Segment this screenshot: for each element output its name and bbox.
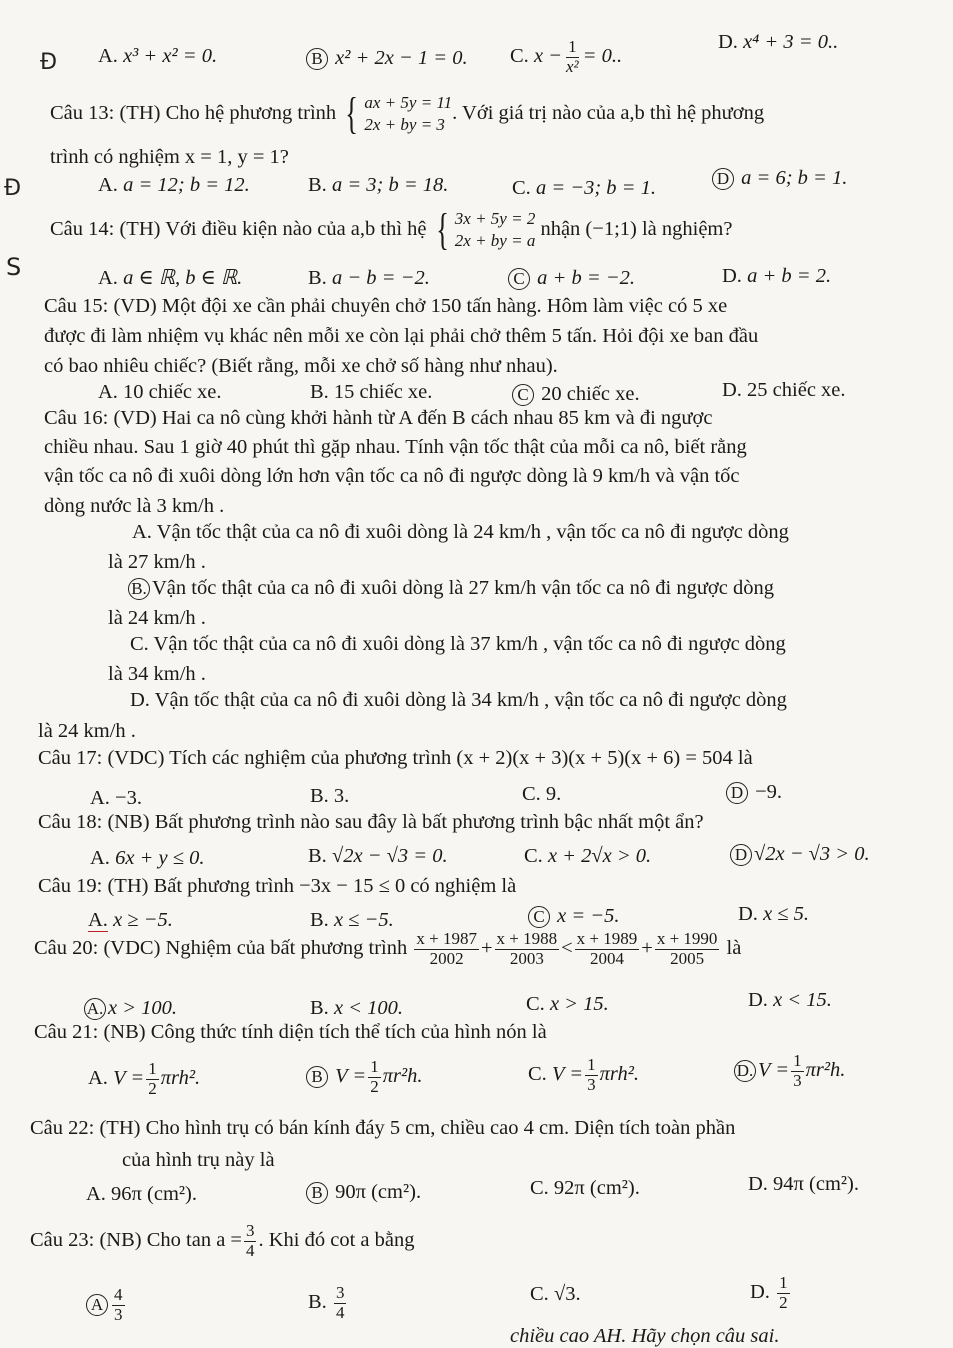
- q17-option-d: D −9.: [726, 782, 782, 804]
- q12-option-d: D. x⁴ + 3 = 0..: [718, 31, 839, 53]
- q16-option-c: C. Vận tốc thật của ca nô đi xuôi dòng là 37 km/h , vận tốc ca nô đi ngược dòng: [130, 633, 786, 655]
- q20-option-a: A. x > 100.: [84, 998, 177, 1020]
- q22-question-line2: của hình trụ này là: [122, 1149, 275, 1171]
- q17-option-b: B. 3.: [310, 785, 350, 807]
- q18-option-a: A. 6x + y ≤ 0.: [90, 847, 205, 869]
- q22-option-c: C. 92π (cm²).: [530, 1177, 640, 1199]
- q16-option-d: D. Vận tốc thật của ca nô đi xuôi dòng là 34 km/h , vận tốc ca nô đi ngược dòng: [130, 689, 787, 711]
- q21-option-c: C. V = $\frac{1}{3}$ πrh².: [528, 1055, 639, 1094]
- q18-option-d: D √2x − √3 > 0.: [730, 844, 870, 866]
- q17-option-c: C. 9.: [522, 783, 562, 805]
- q19-option-d: D. x ≤ 5.: [738, 903, 810, 925]
- q16-question-line3: vận tốc ca nô đi xuôi dòng lớn hơn vận tốc ca nô đi ngược dòng là 9 km/h và vận tốc: [44, 465, 740, 487]
- q19-question: Câu 19: (TH) Bất phương trình −3x − 15 ≤ 0 có nghiệm là: [38, 875, 517, 897]
- q15-question-line2: được đi làm nhiệm vụ khác nên mỗi xe còn lại phải chở thêm 5 tấn. Hỏi đội xe ban đầu: [44, 325, 759, 347]
- q23-option-b: B. $\frac{3}{4}$: [308, 1283, 345, 1322]
- q15-option-b: B. 15 chiếc xe.: [310, 381, 433, 403]
- q13-question: Câu 13: (TH) Cho hệ phương trình { ax + 5y = 11 2x + by = 3 . Với giá trị nào của a,b thì hệ phương: [50, 89, 765, 139]
- q14-option-a: A. a ∈ ℝ, b ∈ ℝ.: [98, 267, 243, 289]
- q23-option-c: C. √3.: [530, 1283, 581, 1305]
- q16-question-line1: Câu 16: (VD) Hai ca nô cùng khởi hành từ A đến B cách nhau 85 km và đi ngược: [44, 407, 713, 429]
- q16-option-d-cont: là 24 km/h .: [38, 720, 136, 742]
- q15-option-a: A. 10 chiếc xe.: [98, 381, 222, 403]
- q22-question-line1: Câu 22: (TH) Cho hình trụ có bán kính đáy 5 cm, chiều cao 4 cm. Diện tích toàn phần: [30, 1117, 736, 1139]
- q22-option-b: B 90π (cm²).: [306, 1182, 421, 1204]
- q17-option-a: A. −3.: [90, 787, 142, 809]
- q14-option-d: D. a + b = 2.: [722, 265, 832, 287]
- q15-question-line3: có bao nhiêu chiếc? (Biết rằng, mỗi xe chở số hàng như nhau).: [44, 355, 558, 377]
- q16-question-line2: chiều nhau. Sau 1 giờ 40 phút thì gặp nhau. Tính vận tốc thật của mỗi ca nô, biết rằng: [44, 436, 747, 458]
- footer-cut-text: chiều cao AH. Hãy chọn câu sai.: [510, 1325, 780, 1347]
- q23-option-a: A $\frac{4}{3}$: [86, 1286, 127, 1324]
- q22-option-a: A. 96π (cm²).: [86, 1183, 197, 1205]
- q21-option-a: A. V = $\frac{1}{2}$ πrh².: [88, 1059, 201, 1098]
- q13-option-c: C. a = −3; b = 1.: [512, 177, 657, 199]
- q13-question-line2: trình có nghiệm x = 1, y = 1?: [50, 146, 289, 168]
- q18-option-b: B. √2x − √3 = 0.: [308, 845, 448, 867]
- q21-option-d: D. V = $\frac{1}{3}$ πr²h.: [734, 1052, 845, 1090]
- q14-option-c: C a + b = −2.: [508, 268, 635, 290]
- q19-option-c: C x = −5.: [528, 906, 620, 928]
- q16-option-a-cont: là 27 km/h .: [108, 551, 206, 573]
- q16-question-line4: dòng nước là 3 km/h .: [44, 495, 225, 517]
- margin-ink-mark: Ð: [40, 50, 58, 75]
- q15-question-line1: Câu 15: (VD) Một đội xe cần phải chuyên chở 150 tấn hàng. Hôm làm việc có 5 xe: [44, 295, 728, 317]
- q16-option-b-cont: là 24 km/h .: [108, 607, 206, 629]
- q18-option-c: C. x + 2√x > 0.: [524, 845, 652, 867]
- q23-option-d: D. $\frac{1}{2}$: [750, 1273, 788, 1312]
- q12-option-c: C. x − $\frac{1}{\text{x²}}$ = 0..: [510, 37, 623, 76]
- q22-option-d: D. 94π (cm²).: [748, 1173, 859, 1195]
- q16-option-c-cont: là 34 km/h .: [108, 663, 206, 685]
- q16-option-a: A. Vận tốc thật của ca nô đi xuôi dòng là 24 km/h , vận tốc ca nô đi ngược dòng: [132, 521, 789, 543]
- q12-option-a: A. x³ + x² = 0.: [98, 45, 218, 67]
- q19-option-a: A. x ≥ −5.: [88, 909, 173, 931]
- q20-option-b: B. x < 100.: [310, 997, 403, 1019]
- q13-option-b: B. a = 3; b = 18.: [308, 174, 449, 196]
- q14-option-b: B. a − b = −2.: [308, 267, 430, 289]
- q19-option-b: B. x ≤ −5.: [310, 909, 394, 931]
- margin-ink-mark: Ð: [4, 176, 22, 201]
- q20-question: Câu 20: (VDC) Nghiệm của bất phương trình $\frac{x + 1987}{2002}$ + $\frac{x + 1988}{2003}$ < $\frac{x + 1989}{2004}$ + $\frac{x + 1990}{2005}$ là: [34, 929, 742, 968]
- q16-option-b: B. Vận tốc thật của ca nô đi xuôi dòng là 27 km/h vận tốc ca nô đi ngược dòng: [128, 578, 774, 600]
- margin-ink-mark: S: [6, 253, 22, 281]
- q18-question: Câu 18: (NB) Bất phương trình nào sau đây là bất phương trình bậc nhất một ẩn?: [38, 811, 704, 833]
- q15-option-d: D. 25 chiếc xe.: [722, 379, 846, 401]
- q20-option-d: D. x < 15.: [748, 989, 832, 1011]
- q14-question: Câu 14: (TH) Với điều kiện nào của a,b thì hệ { 3x + 5y = 2 2x + by = a nhận (−1;1) là nghiệm?: [50, 205, 733, 255]
- q23-question: Câu 23: (NB) Cho tan a = $\frac{3}{4}$ . Khi đó cot a bằng: [30, 1221, 415, 1260]
- q12-option-b: B x² + 2x − 1 = 0.: [306, 48, 468, 70]
- q20-option-c: C. x > 15.: [526, 993, 609, 1015]
- q17-question: Câu 17: (VDC) Tích các nghiệm của phương trình (x + 2)(x + 3)(x + 5)(x + 6) = 504 là: [38, 747, 753, 769]
- q21-option-b: B V = $\frac{1}{2}$ πr²h.: [306, 1058, 423, 1096]
- q21-question: Câu 21: (NB) Công thức tính diện tích thể tích của hình nón là: [34, 1021, 547, 1043]
- q15-option-c: C 20 chiếc xe.: [512, 384, 640, 406]
- q13-option-a: A. a = 12; b = 12.: [98, 174, 250, 196]
- q13-option-d: D a = 6; b = 1.: [712, 168, 847, 190]
